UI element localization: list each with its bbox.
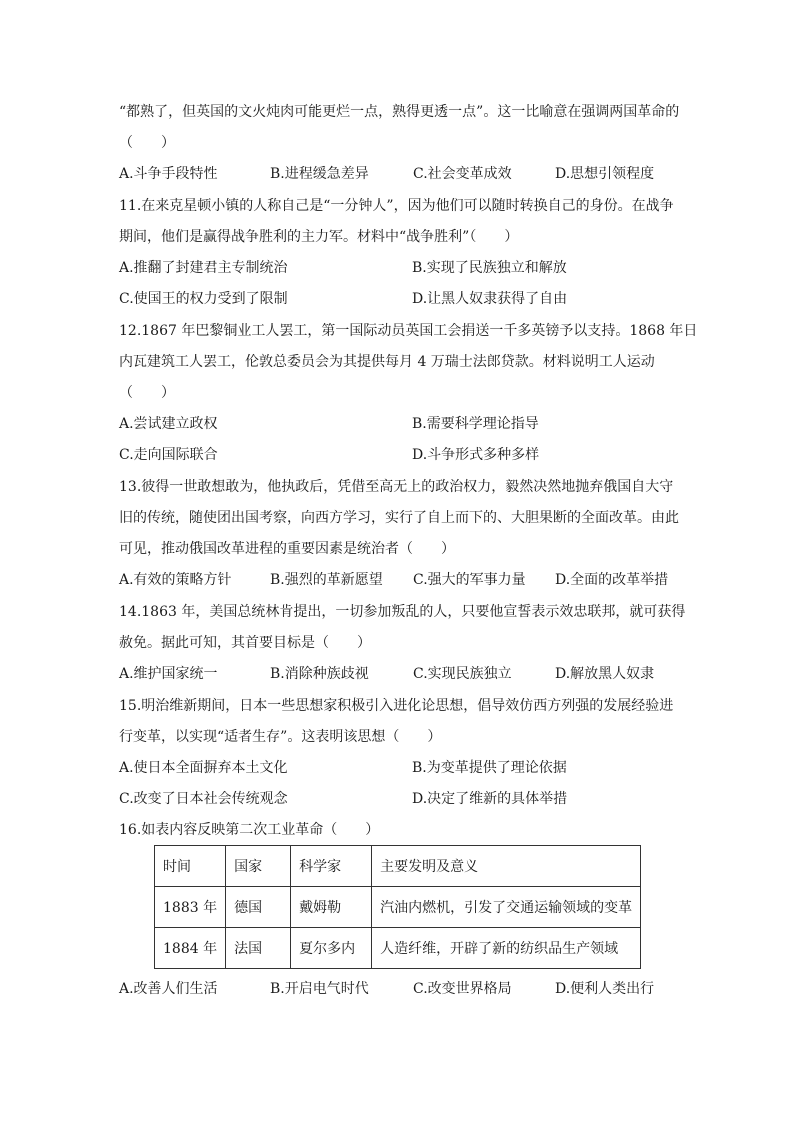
q12-answer-paren: （ ） <box>119 385 175 401</box>
q14-option-a: A.维护国家统一 <box>119 666 218 682</box>
table-header-row <box>155 846 641 887</box>
q15-option-b: B.为变革提供了理论依据 <box>412 760 567 776</box>
q12-option-b: B.需要科学理论指导 <box>412 416 539 432</box>
q11-option-b: B.实现了民族独立和解放 <box>412 260 567 276</box>
table-cell: 汽油内燃机，引发了交通运输领域的变革 <box>372 887 641 928</box>
table-cell: 德国 <box>226 887 291 928</box>
q12-stem-line-1: 12.1867 年巴黎铜业工人罢工，第一国际动员英国工会捐送一千多英镑予以支持。1868 年日 <box>119 323 698 339</box>
table-header-cell: 国家 <box>226 846 291 887</box>
q14-stem-line-1: 14.1863 年，美国总统林肯提出，一切参加叛乱的人，只要他宣誓表示效忠联邦，就可获得 <box>119 604 686 620</box>
q15-option-d: D.决定了维新的具体举措 <box>412 791 568 807</box>
q13-stem-line-1: 13.彼得一世敢想敢为，他执政后，凭借至高无上的政治权力，毅然决然地抛弃俄国自大守 <box>119 479 674 495</box>
table-row <box>155 928 641 969</box>
q12-stem-line-2: 内瓦建筑工人罢工，伦敦总委员会为其提供每月 4 万瑞士法郎贷款。材料说明工人运动 <box>119 354 655 370</box>
q11-stem-line-2: 期间，他们是赢得战争胜利的主力军。材料中“战争胜利”（ ） <box>119 229 519 245</box>
q12-option-a: A.尝试建立政权 <box>119 416 218 432</box>
q10-option-c: C.社会变革成效 <box>413 166 512 182</box>
table-row <box>155 887 641 928</box>
q16-option-c: C.改变世界格局 <box>413 981 512 997</box>
q13-option-b: B.强烈的革新愿望 <box>270 572 383 588</box>
q10-option-a: A.斗争手段特性 <box>119 166 218 182</box>
q14-stem-line-2: 赦免。据此可知，其首要目标是（ ） <box>119 635 371 651</box>
q12-option-d: D.斗争形式多种多样 <box>412 447 540 463</box>
table-cell: 夏尔多内 <box>291 928 372 969</box>
inventions-table <box>154 845 641 969</box>
q11-option-c: C.使国王的权力受到了限制 <box>119 291 288 307</box>
table-cell: 法国 <box>226 928 291 969</box>
q11-option-d: D.让黑人奴隶获得了自由 <box>412 291 568 307</box>
q10-answer-paren: （ ） <box>119 135 175 151</box>
q15-stem-line-1: 15.明治维新期间，日本一些思想家积极引入进化论思想，倡导效仿西方列强的发展经验进 <box>119 698 674 714</box>
table-cell: 1884 年 <box>155 928 226 969</box>
table-cell: 1883 年 <box>155 887 226 928</box>
q13-option-a: A.有效的策略方针 <box>119 572 232 588</box>
q11-option-a: A.推翻了封建君主专制统治 <box>119 260 288 276</box>
q15-option-a: A.使日本全面摒弃本土文化 <box>119 760 288 776</box>
q12-option-c: C.走向国际联合 <box>119 447 218 463</box>
q14-option-b: B.消除种族歧视 <box>270 666 369 682</box>
q10-option-d: D.思想引领程度 <box>555 166 655 182</box>
q14-option-d: D.解放黑人奴隶 <box>555 666 655 682</box>
q13-option-c: C.强大的军事力量 <box>413 572 526 588</box>
q13-option-d: D.全面的改革举措 <box>555 572 669 588</box>
table-cell: 戴姆勒 <box>291 887 372 928</box>
q13-stem-line-2: 旧的传统，随使团出国考察，向西方学习，实行了自上而下的、大胆果断的全面改革。由此 <box>119 510 679 526</box>
q10-option-b: B.进程缓急差异 <box>270 166 369 182</box>
q10-stem-line-1: “都熟了，但英国的文火炖肉可能更烂一点，熟得更透一点”。这一比喻意在强调两国革命的 <box>119 104 680 120</box>
q16-option-a: A.改善人们生活 <box>119 981 218 997</box>
q13-stem-line-3: 可见，推动俄国改革进程的重要因素是统治者（ ） <box>119 541 455 557</box>
q15-stem-line-2: 行变革，以实现“适者生存”。这表明该思想（ ） <box>119 729 442 745</box>
q16-option-d: D.便利人类出行 <box>555 981 655 997</box>
table-header-cell: 主要发明及意义 <box>372 846 641 887</box>
table-header-cell: 时间 <box>155 846 226 887</box>
q16-stem-line-1: 16.如表内容反映第二次工业革命（ ） <box>119 822 380 838</box>
table-header-cell: 科学家 <box>291 846 372 887</box>
q14-option-c: C.实现民族独立 <box>413 666 512 682</box>
q15-option-c: C.改变了日本社会传统观念 <box>119 791 288 807</box>
q16-option-b: B.开启电气时代 <box>270 981 369 997</box>
table-cell: 人造纤维，开辟了新的纺织品生产领域 <box>372 928 641 969</box>
q11-stem-line-1: 11.在来克星顿小镇的人称自己是“一分钟人”，因为他们可以随时转换自己的身份。在战争 <box>119 198 674 214</box>
